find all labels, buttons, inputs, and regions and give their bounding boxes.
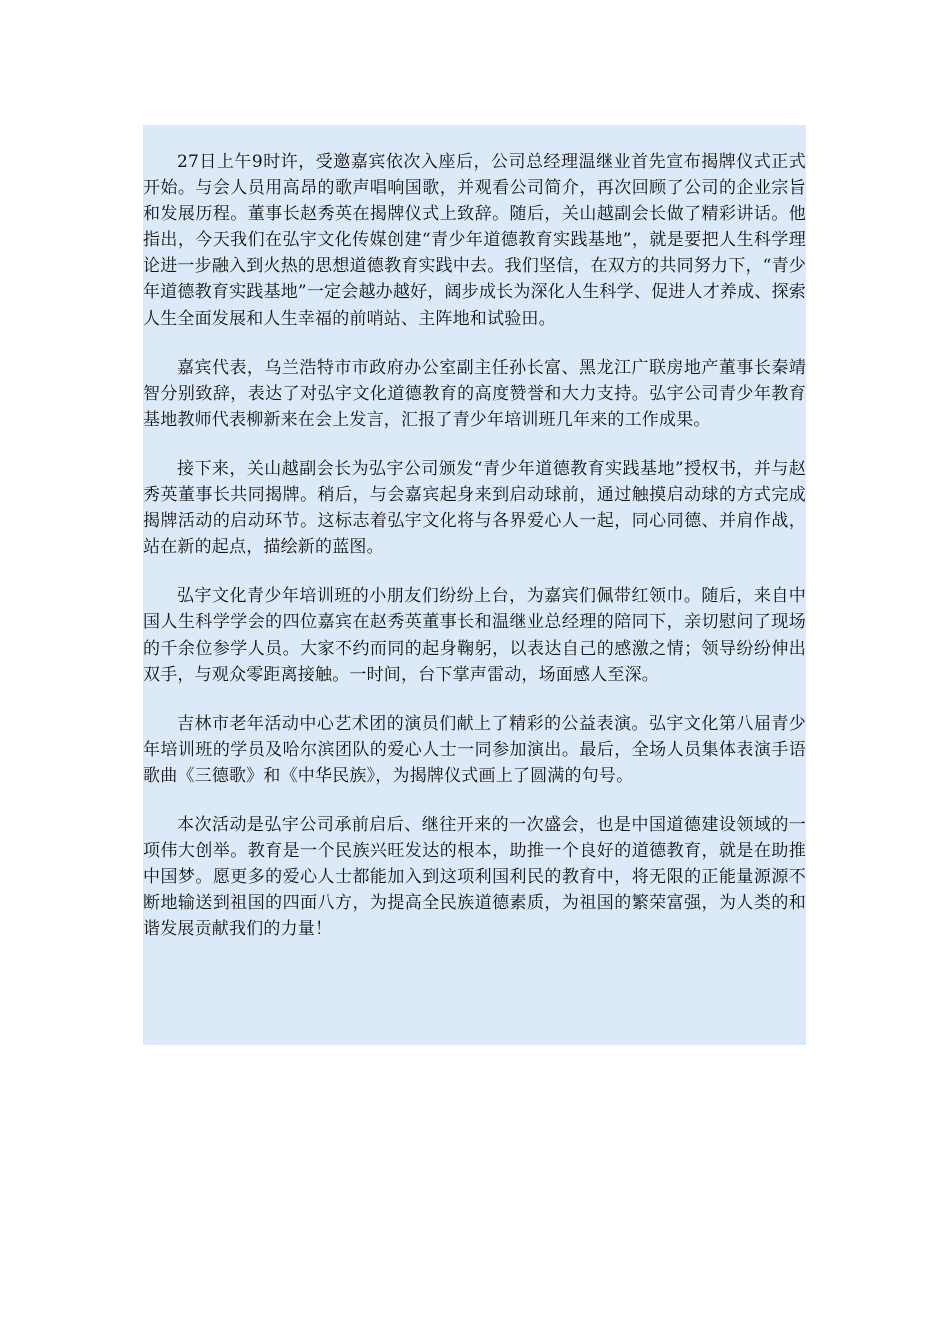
paragraph-5: 吉林市老年活动中心艺术团的演员们献上了精彩的公益表演。弘宇文化第八届青少年培训班的学员及哈尔滨团队的爱心人士一同参加演出。最后，全场人员集体表演手语歌曲《三德歌》和《中华民族》，为揭牌仪式画上了圆满的句号。 <box>143 713 806 786</box>
paragraph-6: 本次活动是弘宇公司承前启后、继往开来的一次盛会，也是中国道德建设领域的一项伟大创举。教育是一个民族兴旺发达的根本，助推一个良好的道德教育，就是在助推中国梦。愿更多的爱心人士都能加入到这项利国利民的教育中，将无限的正能量源源不断地输送到祖国的四面八方，为提高全民族道德素质，为祖国的繁荣富强，为人类的和谐发展贡献我们的力量！ <box>143 814 806 940</box>
paragraph-2: 嘉宾代表，乌兰浩特市市政府办公室副主任孙长富、黑龙江广联房地产董事长秦靖智分别致辞，表达了对弘宇文化道德教育的高度赞誉和大力支持。弘宇公司青少年教育基地教师代表柳新来在会上发言，汇报了青少年培训班几年来的工作成果。 <box>143 357 806 430</box>
paragraph-4: 弘宇文化青少年培训班的小朋友们纷纷上台，为嘉宾们佩带红领巾。随后，来自中国人生科学学会的四位嘉宾在赵秀英董事长和温继业总经理的陪同下，亲切慰问了现场的千余位参学人员。大家不约而同的起身鞠躬，以表达自己的感激之情；领导纷纷伸出双手，与观众零距离接触。一时间，台下掌声雷动，场面感人至深。 <box>143 586 806 685</box>
paragraph-1: 27日上午9时许，受邀嘉宾依次入座后，公司总经理温继业首先宣布揭牌仪式正式开始。与会人员用高昂的歌声唱响国歌，并观看公司简介，再次回顾了公司的企业宗旨和发展历程。董事长赵秀英在揭牌仪式上致辞。随后，关山越副会长做了精彩讲话。他指出，今天我们在弘宇文化传媒创建“青少年道德教育实践基地”，就是要把人生科学理论进一步融入到火热的思想道德教育实践中去。我们坚信，在双方的共同努力下，“青少年道德教育实践基地”一定会越办越好，阔步成长为深化人生科学、促进人才养成、探索人生全面发展和人生幸福的前哨站、主阵地和试验田。 <box>143 152 806 329</box>
article-body <box>143 149 806 965</box>
article-text-block <box>143 125 806 1045</box>
paragraph-3: 接下来，关山越副会长为弘宇公司颁发“青少年道德教育实践基地”授权书，并与赵秀英董事长共同揭牌。稍后，与会嘉宾起身来到启动球前，通过触摸启动球的方式完成揭牌活动的启动环节。这标志着弘宇文化将与各界爱心人一起，同心同德、并肩作战，站在新的起点，描绘新的蓝图。 <box>143 458 806 558</box>
